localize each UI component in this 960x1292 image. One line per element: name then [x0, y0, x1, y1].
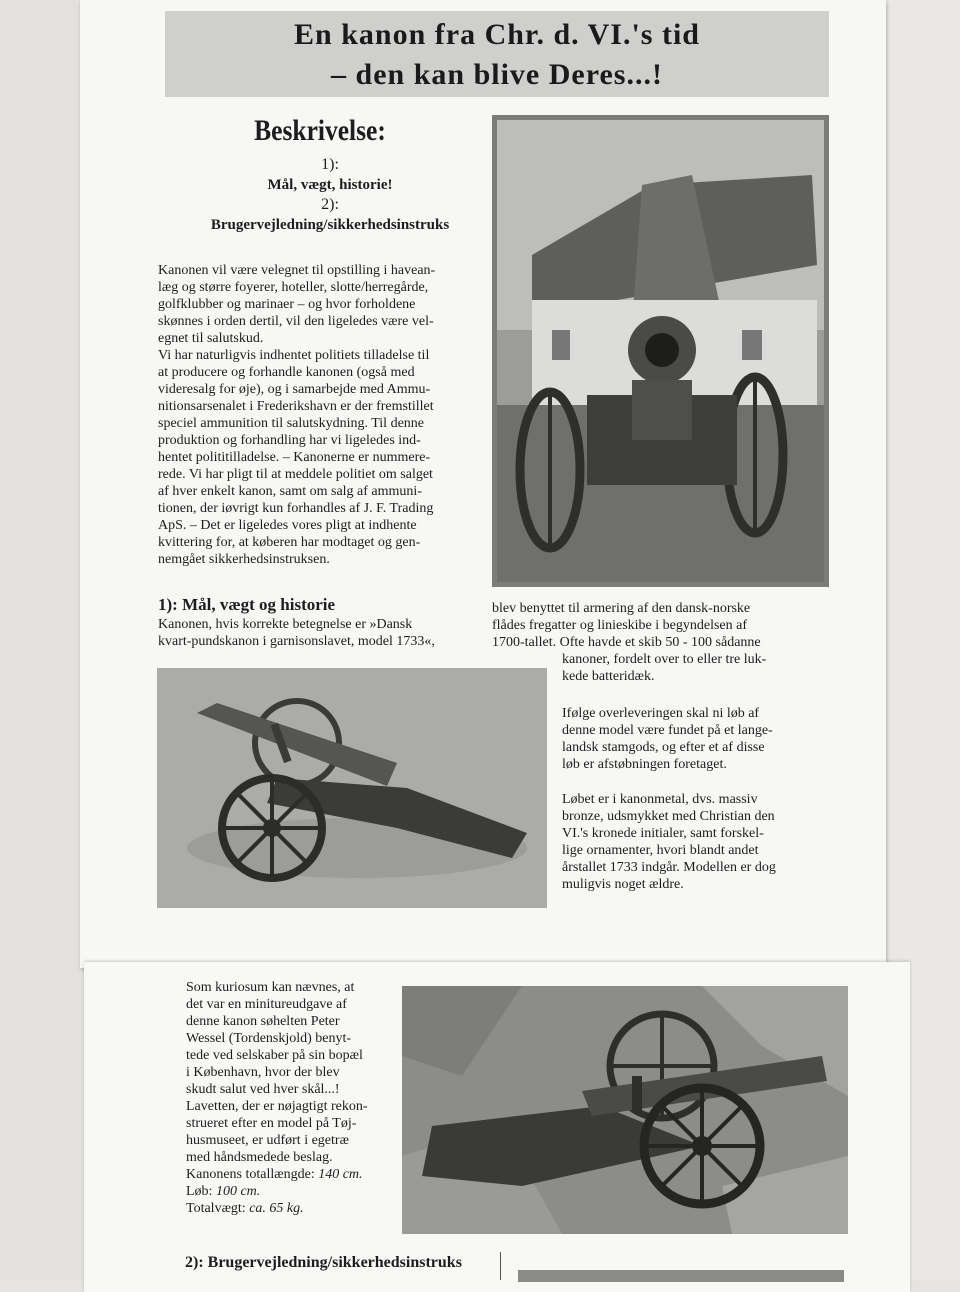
text-line: Kanonen, hvis korrekte betegnelse er »Dansk [158, 617, 413, 632]
text-line: 1700-tallet. Ofte havde et skib 50 - 100 sådanne [492, 635, 761, 650]
text-line: Vi har naturligvis indhentet politiets tilladelse til [158, 348, 430, 363]
column-divider [500, 1252, 501, 1280]
text-line: denne model være fundet på et lange- [562, 723, 773, 738]
section1-right-text [492, 600, 822, 651]
text-line: produktion og forhandling har vi ligeledes ind- [158, 433, 421, 448]
text-line: rede. Vi har pligt til at meddele politiet om salget [158, 467, 433, 482]
text-line: Ifølge overleveringen skal ni løb af [562, 706, 760, 721]
text-line: husmuseet, er udført i egetræ [186, 1133, 349, 1148]
text-line: løb er afstøbningen foretaget. [562, 757, 727, 772]
text-line: landsk stamgods, og efter et af disse [562, 740, 765, 755]
spec-label: Kanonens totallængde: [186, 1167, 319, 1182]
text-line: bronze, udsmykket med Christian den [562, 809, 775, 824]
text-line: kede batteridæk. [562, 669, 655, 684]
text-line: med håndsmedede beslag. [186, 1150, 333, 1165]
text-line: ApS. – Det er ligeledes vores pligt at indhente [158, 518, 417, 533]
intro-text [158, 262, 493, 568]
spec-label: Totalvægt: [186, 1201, 250, 1216]
text-line: årstallet 1733 indgår. Modellen er dog [562, 860, 776, 875]
text-line: denne kanon søhelten Peter [186, 1014, 340, 1029]
toc-label-2: Brugervejledning/sikkerhedsinstruks [210, 217, 450, 233]
text-line: Kanonen vil være velegnet til opstilling i havean- [158, 263, 436, 278]
banner-line-1: En kanon fra Chr. d. VI.'s tid [294, 18, 700, 51]
spec-value: ca. 65 kg. [249, 1201, 304, 1216]
text-line: egnet til salutskud. [158, 331, 264, 346]
text-line: golfklubber og marinaer – og hvor forholdene [158, 297, 416, 312]
cannon-front-photo [492, 115, 829, 587]
text-line: det var en minitureudgave af [186, 997, 347, 1012]
spec-label: Løb: [186, 1184, 216, 1199]
section1-right-indent [562, 651, 822, 685]
text-line: flådes fregatter og linieskibe i begyndelsen af [492, 618, 748, 633]
wall-left [0, 0, 85, 1280]
banner-line-2: – den kan blive Deres...! [331, 58, 663, 91]
text-line: VI.'s kronede initialer, samt forskel- [562, 826, 764, 841]
text-line: blev benyttet til armering af den dansk-norske [492, 601, 751, 616]
text-line: nitionsarsenalet i Frederikshavn er der fremstillet [158, 399, 434, 414]
text-line: Wessel (Tordenskjold) benyt- [186, 1031, 352, 1046]
text-line: kvittering for, at køberen har modtaget og gen- [158, 535, 421, 550]
toc-label-1: Mål, vægt, historie! [267, 177, 393, 193]
text-line: hentet polititilladelse. – Kanonerne er nummere- [158, 450, 431, 465]
text-line: kvart-pundskanon i garnisonslavet, model 1733«, [158, 634, 435, 649]
text-line: strueret efter en model på Tøj- [186, 1116, 357, 1131]
spec-line [186, 1166, 401, 1183]
text-line: skudt salut ved hver skål...! [186, 1082, 340, 1097]
text-line: af hver enkelt kanon, samt om salg af ammuni- [158, 484, 422, 499]
section1-paragraph3 [562, 791, 822, 893]
text-line: nemgået sikkerhedsinstruksen. [158, 552, 330, 567]
curiosum-text [186, 979, 401, 1217]
table-of-contents [160, 155, 500, 235]
text-line: Løbet er i kanonmetal, dvs. massiv [562, 792, 758, 807]
text-line: Som kuriosum kan nævnes, at [186, 980, 355, 995]
spec-line [186, 1183, 401, 1200]
text-line: tede ved selskaber på sin bopæl [186, 1048, 363, 1063]
cannon-stone-photo [402, 986, 848, 1234]
section1-heading: 1): Mål, vægt og historie [158, 595, 336, 614]
text-line: videresalg for øje), og i samarbejde med Ammu- [158, 382, 431, 397]
cannon-side-photo [157, 668, 547, 908]
text-line: læg og større foyerer, hoteller, slotte/herregårde, [158, 280, 429, 295]
text-line: speciel ammunition til salutskydning. Til denne [158, 416, 424, 431]
text-line: skønnes i orden dertil, vil den ligeledes være vel- [158, 314, 434, 329]
title-banner [165, 11, 829, 97]
description-heading: Beskrivelse: [254, 114, 386, 147]
text-line: muligvis noget ældre. [562, 877, 684, 892]
toc-number-1: 1): [321, 156, 339, 173]
text-line: at producere og forhandle kanonen (også med [158, 365, 415, 380]
section1-paragraph2 [562, 705, 822, 773]
text-line: lige ornamenter, hvori blandt andet [562, 843, 759, 858]
text-line: Lavetten, der er nøjagtigt rekon- [186, 1099, 368, 1114]
section1-left-text [158, 616, 498, 650]
next-photo-edge [518, 1270, 844, 1282]
toc-number-2: 2): [321, 196, 339, 213]
text-line: kanoner, fordelt over to eller tre luk- [562, 652, 767, 667]
text-line: tionen, der iøvrigt kun forhandles af J. F. Trading [158, 501, 434, 516]
spec-value: 140 cm. [318, 1167, 363, 1182]
section2-heading: 2): Brugervejledning/sikkerhedsinstruks [185, 1254, 462, 1271]
text-line: i København, hvor der blev [186, 1065, 340, 1080]
spec-value: 100 cm. [215, 1184, 261, 1199]
spec-line [186, 1200, 401, 1217]
